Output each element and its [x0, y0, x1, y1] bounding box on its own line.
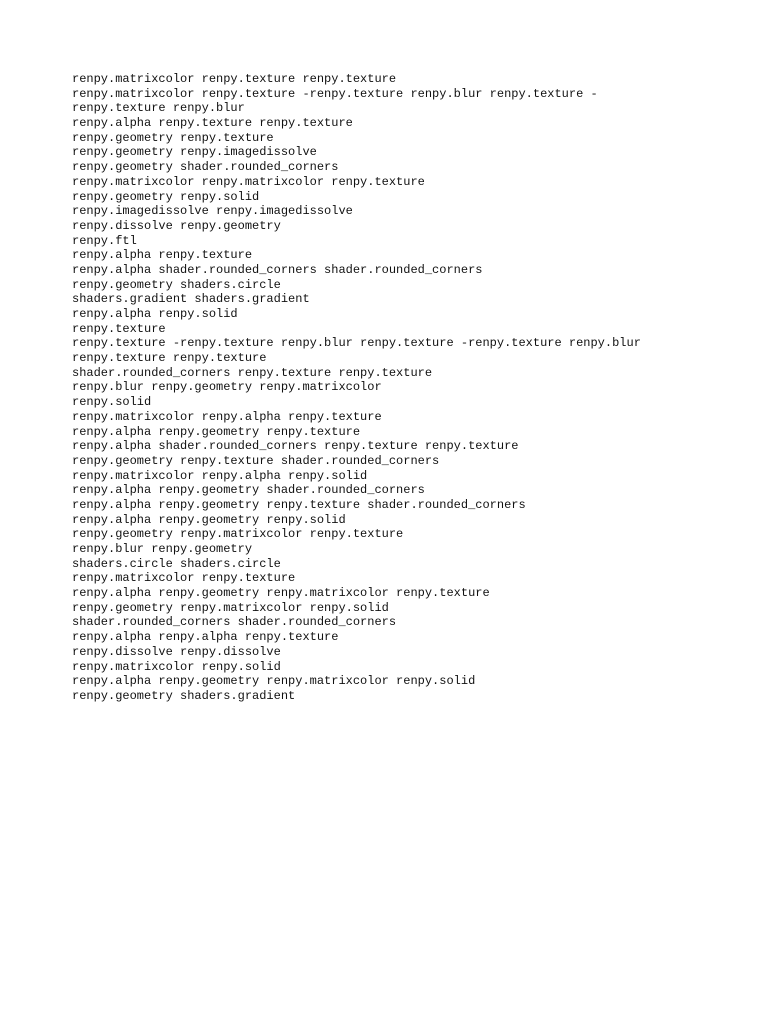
- text-line: shaders.circle shaders.circle: [72, 556, 281, 571]
- text-line: renpy.alpha renpy.geometry renpy.solid: [72, 512, 346, 527]
- text-body: [72, 72, 712, 704]
- text-line: renpy.texture -renpy.texture renpy.blur renpy.texture -renpy.texture renpy.blur: [72, 336, 641, 351]
- text-line: renpy.texture renpy.texture: [72, 351, 267, 366]
- text-line: renpy.dissolve renpy.geometry: [72, 218, 281, 233]
- text-line: renpy.matrixcolor renpy.solid: [72, 659, 281, 674]
- text-line: renpy.matrixcolor renpy.texture renpy.texture: [72, 72, 397, 86]
- text-line: renpy.matrixcolor renpy.matrixcolor renpy.texture: [72, 174, 425, 189]
- text-line: renpy.dissolve renpy.dissolve: [72, 644, 281, 659]
- text-line: renpy.alpha renpy.solid: [72, 307, 238, 321]
- text-line: renpy.ftl: [72, 233, 137, 248]
- text-line: renpy.alpha renpy.geometry renpy.matrixcolor renpy.solid: [72, 674, 476, 689]
- text-line: renpy.blur renpy.geometry renpy.matrixcolor: [72, 380, 382, 395]
- text-line: renpy.alpha shader.rounded_corners renpy.texture renpy.texture: [72, 439, 519, 454]
- text-line: renpy.geometry shaders.gradient: [72, 688, 296, 703]
- text-line: shader.rounded_corners shader.rounded_corners: [72, 615, 397, 630]
- text-line: renpy.alpha shader.rounded_corners shader.rounded_corners: [72, 262, 483, 277]
- text-line: renpy.alpha renpy.alpha renpy.texture: [72, 630, 339, 645]
- text-line: renpy.imagedissolve renpy.imagedissolve: [72, 204, 353, 219]
- text-line: renpy.solid: [72, 395, 152, 410]
- text-line: shader.rounded_corners renpy.texture renpy.texture: [72, 365, 433, 380]
- text-line: renpy.texture: [72, 321, 166, 336]
- text-line: renpy.texture renpy.blur: [72, 101, 245, 116]
- text-line: renpy.geometry renpy.texture shader.rounded_corners: [72, 453, 440, 468]
- text-line: shaders.gradient shaders.gradient: [72, 292, 310, 307]
- text-line: renpy.alpha renpy.geometry renpy.texture: [72, 424, 361, 439]
- text-line: renpy.geometry shader.rounded_corners: [72, 160, 339, 175]
- text-line: renpy.matrixcolor renpy.alpha renpy.texture: [72, 409, 382, 424]
- text-line: renpy.alpha renpy.texture renpy.texture: [72, 116, 353, 131]
- text-line: renpy.geometry renpy.texture: [72, 130, 274, 145]
- text-line: renpy.geometry renpy.imagedissolve: [72, 145, 317, 160]
- text-line: renpy.alpha renpy.texture: [72, 248, 253, 263]
- text-line: renpy.geometry renpy.matrixcolor renpy.solid: [72, 600, 389, 615]
- text-line: renpy.geometry shaders.circle: [72, 277, 281, 292]
- text-line: renpy.blur renpy.geometry: [72, 542, 253, 556]
- text-line: renpy.matrixcolor renpy.alpha renpy.solid: [72, 468, 368, 483]
- text-line: renpy.geometry renpy.matrixcolor renpy.texture: [72, 527, 404, 542]
- text-line: renpy.alpha renpy.geometry shader.rounded_corners: [72, 483, 425, 498]
- text-line: renpy.alpha renpy.geometry renpy.matrixcolor renpy.texture: [72, 586, 490, 601]
- text-line: renpy.alpha renpy.geometry renpy.texture shader.rounded_corners: [72, 497, 526, 512]
- text-line: renpy.geometry renpy.solid: [72, 189, 260, 204]
- text-line: renpy.matrixcolor renpy.texture -renpy.texture renpy.blur renpy.texture -: [72, 86, 598, 101]
- text-line: renpy.matrixcolor renpy.texture: [72, 571, 296, 586]
